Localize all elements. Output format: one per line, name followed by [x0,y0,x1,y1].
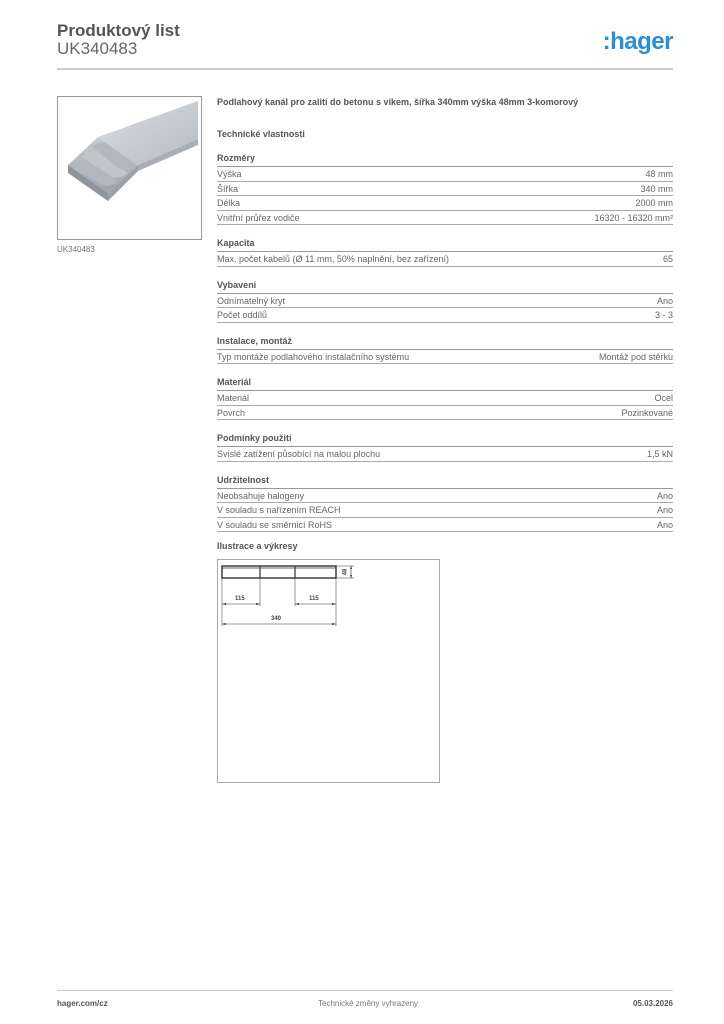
spec-label: Max. počet kabelů (Ø 11 mm, 50% naplnění, bez zařízení) [217,254,449,264]
spec-label: Vnitřní průřez vodiče [217,212,300,223]
spec-label: Svislé zatížení působící na malou plochu [217,449,381,459]
dim-height: 48 [342,568,349,576]
spec-value: 1,5 kN [646,449,673,459]
section-title: Kapacita [217,237,673,252]
spec-row [217,196,673,211]
spec-row [217,518,673,533]
section-title: Udržitelnost [217,474,673,489]
spec-label: Neobsahuje halogeny [217,490,305,501]
dim-left-compartment: 115 [235,596,245,602]
spec-value: 65 [662,254,673,264]
footer-date: 05.03.2026 [632,999,673,1008]
spec-label: Povrch [217,407,246,418]
spec-label: Odnímatelný kryt [217,295,286,306]
document-title: Produktový list [57,21,180,40]
section-title: Vybavení [217,279,673,294]
spec-value: Montáž pod stěrku [598,351,673,362]
spec-value: Ocel [654,393,673,403]
section-title: Podmínky použití [217,432,673,447]
spec-row [217,252,673,267]
spec-label: Typ montáže podlahového instalačního systému [217,351,410,362]
cable-duct-illustration [58,97,202,240]
illustrations-title: Ilustrace a výkresy [217,541,298,551]
section-dimensions [217,152,673,225]
spec-value: 340 mm [640,183,673,194]
footer-divider [57,990,673,991]
spec-row [217,350,673,365]
spec-row [217,447,673,462]
section-capacity [217,237,673,267]
section-sustainability [217,474,673,533]
product-code: UK340483 [57,39,138,58]
spec-row [217,294,673,309]
spec-value: 48 mm [645,169,673,179]
spec-label: Šířka [217,183,239,194]
section-title: Rozměry [217,152,673,167]
spec-row [217,167,673,182]
spec-label: V souladu se směrnicí RoHS [217,519,333,530]
tech-properties-title: Technické vlastnosti [217,129,305,139]
section-title: Materiál [217,376,673,391]
spec-value: Ano [656,490,673,501]
spec-label: V souladu s nařízením REACH [217,505,341,515]
section-conditions [217,432,673,462]
product-image [57,96,202,240]
section-equipment [217,279,673,323]
spec-row [217,308,673,323]
spec-row [217,182,673,197]
section-material [217,376,673,420]
spec-value: 3 - 3 [654,310,673,320]
footer-website-link[interactable]: hager.com/cz [57,999,108,1008]
spec-label: Počet oddílů [217,310,268,320]
footer-disclaimer: Technické změny vyhrazeny [318,999,419,1008]
hager-logo: :hager [602,28,673,55]
spec-value: Pozinkované [621,407,673,418]
product-details [217,96,673,532]
header-divider [57,68,673,70]
spec-value: Ano [656,295,673,306]
product-description: Podlahový kanál pro zalití do betonu s víkem, šířka 340mm výška 48mm 3-komorový [217,97,579,107]
spec-value: Ano [656,505,673,515]
dim-right-compartment: 115 [309,596,319,602]
spec-label: Výška [217,169,242,179]
section-installation [217,335,673,365]
spec-row [217,391,673,406]
page-header [57,22,673,70]
spec-row [217,489,673,504]
spec-value: 2000 mm [635,198,673,208]
spec-value: 16320 - 16320 mm² [594,212,673,223]
cross-section-drawing [218,560,441,784]
spec-label: Délka [217,198,241,208]
spec-row [217,211,673,226]
spec-row [217,406,673,421]
section-title: Instalace, montáž [217,335,673,350]
spec-value: Ano [656,519,673,530]
spec-row [217,503,673,518]
dim-total-width: 340 [271,616,282,622]
technical-drawing [217,559,440,783]
spec-label: Materiál [217,393,250,403]
image-caption: UK340483 [57,245,95,254]
